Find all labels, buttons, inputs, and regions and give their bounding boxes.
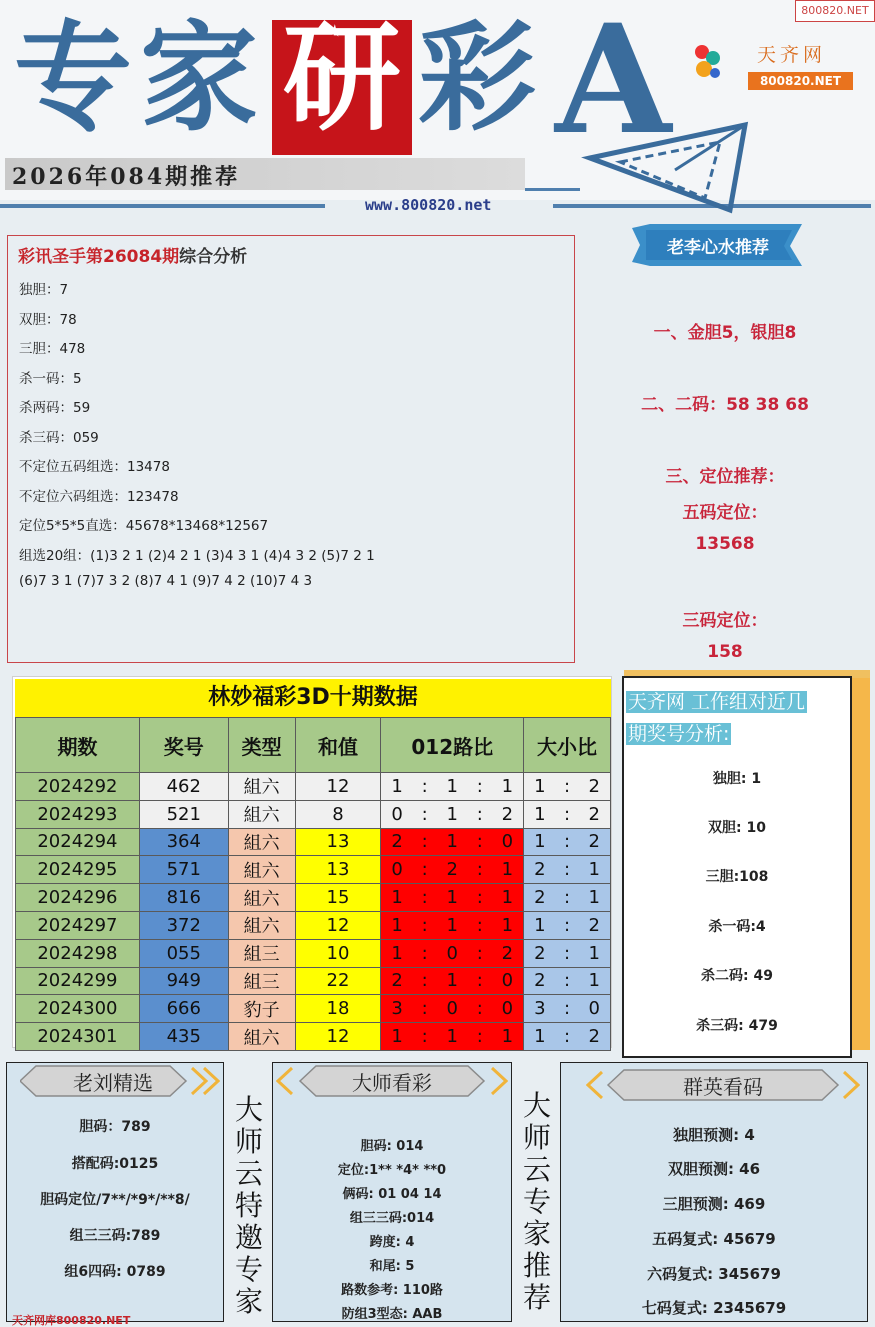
analysis-line: 不定位五码组选：13478 (19, 459, 170, 475)
title-letter: A (555, 0, 672, 168)
table-row (16, 856, 611, 884)
col-header-type: 类型 (228, 718, 295, 773)
dashi-kancai-line: 防组3型态: AAB (341, 1307, 443, 1322)
dashi-invite-char: 专 (234, 1253, 263, 1286)
sum-cell: 15 (295, 884, 381, 912)
logo-name: 天齐网 (757, 44, 827, 66)
number-cell: 372 (139, 911, 228, 939)
type-cell: 組六 (228, 1023, 295, 1051)
sum-cell: 12 (295, 911, 381, 939)
ratio-012-cell: 2 : 1 : 0 (381, 967, 524, 995)
divider-left (0, 204, 325, 208)
laoliu-line: 组三三码:789 (69, 1228, 161, 1244)
issue-cell: 2024295 (16, 856, 140, 884)
bigsmall-cell: 1 : 2 (524, 800, 611, 828)
bigsmall-cell: 2 : 1 (524, 967, 611, 995)
number-cell: 666 (139, 995, 228, 1023)
sum-cell: 18 (295, 995, 381, 1023)
laoli-line: 158 (707, 642, 743, 662)
number-cell: 462 (139, 773, 228, 801)
dashi-invite-char: 师 (234, 1125, 263, 1158)
laoli-line: 五码定位： (682, 503, 768, 523)
dashi-kancai-line: 定位:1** *4* **0 (337, 1163, 447, 1178)
site-url-link[interactable]: www.800820.net (365, 196, 492, 214)
sum-cell: 13 (295, 828, 381, 856)
lottery-table-body (16, 773, 611, 1051)
workgroup-line: 三胆:108 (705, 869, 769, 885)
laoliu-line: 胆码：789 (79, 1119, 151, 1135)
analysis-line: 杀两码：59 (19, 400, 91, 416)
ratio-012-cell: 1 : 1 : 1 (381, 773, 524, 801)
analysis-line: 杀一码：5 (19, 370, 82, 387)
analysis-line: 独胆：7 (19, 282, 69, 298)
issue-cell: 2024293 (16, 800, 140, 828)
laoliu-line: 搭配码:0125 (71, 1156, 159, 1172)
table-row (16, 884, 611, 912)
qunying-line: 双胆预测: 46 (667, 1160, 761, 1178)
title-char-4: 彩 (418, 8, 537, 147)
workgroup-analysis-box (622, 676, 852, 1058)
issue-cell: 2024300 (16, 995, 140, 1023)
table-row (16, 773, 611, 801)
dashi-kancai-line: 跨度: 4 (369, 1235, 415, 1250)
lottery-table-header (16, 718, 611, 773)
bigsmall-cell: 1 : 2 (524, 773, 611, 801)
col-header-number: 奖号 (139, 718, 228, 773)
number-cell: 055 (139, 939, 228, 967)
analysis-title-dark: 综合分析 (179, 247, 248, 267)
issue-cell: 2024301 (16, 1023, 140, 1051)
bigsmall-cell: 3 : 0 (524, 995, 611, 1023)
dashi-invite-char: 邀 (234, 1221, 263, 1254)
table-row (16, 911, 611, 939)
number-cell: 571 (139, 856, 228, 884)
dashi-invite-char: 大 (234, 1093, 263, 1126)
ratio-012-cell: 0 : 1 : 2 (381, 800, 524, 828)
col-header-bigsmall: 大小比 (524, 718, 611, 773)
analysis-line: 三胆：478 (19, 341, 86, 357)
issue-cell: 2024297 (16, 911, 140, 939)
dashi-recommend-char: 师 (522, 1121, 551, 1154)
footer-url-link[interactable]: 天齐网库800820.NET (12, 1314, 131, 1327)
type-cell: 組六 (228, 856, 295, 884)
table-row (16, 967, 611, 995)
issue-cell: 2024296 (16, 884, 140, 912)
bigsmall-cell: 2 : 1 (524, 939, 611, 967)
comprehensive-analysis-box (7, 235, 575, 663)
watermark-badge: 800820.NET (795, 0, 875, 22)
issue-cell: 2024298 (16, 939, 140, 967)
dashi-invite-vertical-text (229, 1094, 269, 1318)
title-char-2: 家 (140, 8, 259, 147)
dashi-invite-char: 家 (234, 1285, 263, 1318)
sum-cell: 12 (295, 773, 381, 801)
laoli-title: 老李心水推荐 (667, 238, 769, 258)
number-cell: 816 (139, 884, 228, 912)
triangle-deco-icon (580, 110, 760, 220)
lottery-table (15, 717, 611, 1051)
workgroup-line: 双胆: 10 (708, 820, 766, 836)
analysis-line: 不定位六码组选：123478 (19, 488, 179, 505)
laoli-line: 三码定位： (682, 611, 768, 631)
ratio-012-cell: 1 : 0 : 2 (381, 939, 524, 967)
workgroup-line: 杀二码: 49 (701, 968, 773, 984)
workgroup-line: 杀一码:4 (708, 919, 766, 935)
dashi-invite-char: 特 (234, 1189, 263, 1222)
lottery-table-title: 林妙福彩3D十期数据 (15, 679, 611, 717)
laoliu-line: 胆码定位/7**/*9*/**8/ (40, 1192, 190, 1208)
ratio-012-cell: 1 : 1 : 1 (381, 1023, 524, 1051)
ratio-012-cell: 1 : 1 : 1 (381, 884, 524, 912)
issue-cell: 2024299 (16, 967, 140, 995)
dashi-kancai-title: 大师看彩 (352, 1071, 432, 1095)
number-cell: 949 (139, 967, 228, 995)
analysis-line: 杀三码：059 (19, 429, 99, 446)
bigsmall-cell: 1 : 2 (524, 911, 611, 939)
dashi-recommend-char: 专 (522, 1185, 551, 1218)
number-cell: 364 (139, 828, 228, 856)
workgroup-title-line-2: 期奖号分析: (628, 723, 730, 745)
dashi-kancai-line: 俩码: 01 04 14 (342, 1187, 442, 1202)
bigsmall-cell: 1 : 2 (524, 828, 611, 856)
table-row (16, 939, 611, 967)
dashi-recommend-char: 推 (522, 1249, 551, 1282)
workgroup-title (626, 686, 850, 750)
ratio-012-cell: 2 : 1 : 0 (381, 828, 524, 856)
col-header-issue: 期数 (16, 718, 140, 773)
sum-cell: 12 (295, 1023, 381, 1051)
qunying-line: 七码复式: 2345679 (641, 1299, 787, 1317)
qunying-line: 独胆预测: 4 (673, 1126, 755, 1144)
qunying-line: 三胆预测: 469 (662, 1195, 766, 1213)
qunying-line: 五码复式: 45679 (652, 1230, 776, 1248)
workgroup-title-line-1: 天齐网 工作组对近几 (628, 691, 806, 713)
dashi-recommend-char: 家 (522, 1217, 551, 1250)
workgroup-line: 杀三码: 479 (696, 1018, 778, 1034)
qunying-line: 六码复式: 345679 (647, 1265, 781, 1283)
lottery-ball-logo-icon (693, 42, 721, 80)
logo-url[interactable]: 800820.NET (748, 72, 853, 90)
bigsmall-cell: 2 : 1 (524, 884, 611, 912)
divider-short (525, 188, 580, 191)
type-cell: 豹子 (228, 995, 295, 1023)
lottery-3d-table-panel (12, 676, 612, 1048)
table-row (16, 1023, 611, 1051)
dashi-invite-char: 云 (234, 1157, 263, 1190)
analysis-line: 双胆：78 (19, 311, 77, 328)
analysis-line: (6)7 3 1 (7)7 3 2 (8)7 4 1 (9)7 4 2 (10)7 4 3 (19, 573, 313, 589)
type-cell: 組六 (228, 800, 295, 828)
dashi-kancai-line: 胆码: 014 (360, 1139, 424, 1154)
issue-title: 2026年084期推荐 (12, 164, 241, 190)
sum-cell: 22 (295, 967, 381, 995)
dashi-kancai-line: 路数参考: 110路 (341, 1283, 443, 1298)
table-row (16, 828, 611, 856)
analysis-line: 定位5*5*5直选：45678*13468*12567 (19, 518, 269, 534)
laoli-line: 二、二码：58 38 68 (641, 395, 809, 415)
sum-cell: 10 (295, 939, 381, 967)
type-cell: 組三 (228, 939, 295, 967)
sum-cell: 8 (295, 800, 381, 828)
workgroup-line: 独胆: 1 (712, 771, 762, 787)
ratio-012-cell: 0 : 2 : 1 (381, 856, 524, 884)
analysis-title (18, 242, 247, 267)
dashi-kancai-line: 组三三码:014 (349, 1211, 435, 1226)
laoli-line: 三、定位推荐： (665, 467, 785, 487)
type-cell: 組六 (228, 911, 295, 939)
type-cell: 組六 (228, 773, 295, 801)
type-cell: 組六 (228, 884, 295, 912)
type-cell: 組三 (228, 967, 295, 995)
analysis-title-red: 彩讯圣手第26084期 (18, 247, 180, 267)
laoli-line: 13568 (695, 534, 755, 554)
bigsmall-cell: 2 : 1 (524, 856, 611, 884)
analysis-line: 组选20组：(1)3 2 1 (2)4 2 1 (3)4 3 1 (4)4 3 2 (5)7 2 1 (19, 547, 375, 564)
col-header-sum: 和值 (295, 718, 381, 773)
dashi-recommend-char: 荐 (522, 1281, 551, 1314)
bigsmall-cell: 1 : 2 (524, 1023, 611, 1051)
type-cell: 組六 (228, 828, 295, 856)
laoliu-line: 组6四码: 0789 (64, 1264, 166, 1280)
number-cell: 435 (139, 1023, 228, 1051)
table-row (16, 995, 611, 1023)
issue-cell: 2024294 (16, 828, 140, 856)
dashi-recommend-char: 大 (522, 1089, 551, 1122)
laoli-line: 一、金胆5，银胆8 (653, 323, 797, 343)
laoliu-title: 老刘精选 (73, 1071, 153, 1095)
table-row (16, 800, 611, 828)
number-cell: 521 (139, 800, 228, 828)
qunying-title: 群英看码 (683, 1075, 763, 1099)
dashi-recommend-char: 云 (522, 1153, 551, 1186)
ratio-012-cell: 3 : 0 : 0 (381, 995, 524, 1023)
sum-cell: 13 (295, 856, 381, 884)
ratio-012-cell: 1 : 1 : 1 (381, 911, 524, 939)
title-char-3: 研 (282, 8, 401, 147)
issue-cell: 2024292 (16, 773, 140, 801)
col-header-012: 012路比 (381, 718, 524, 773)
dashi-recommend-vertical-text (517, 1090, 557, 1314)
dashi-kancai-line: 和尾: 5 (369, 1259, 415, 1274)
title-char-1: 专 (14, 8, 133, 147)
